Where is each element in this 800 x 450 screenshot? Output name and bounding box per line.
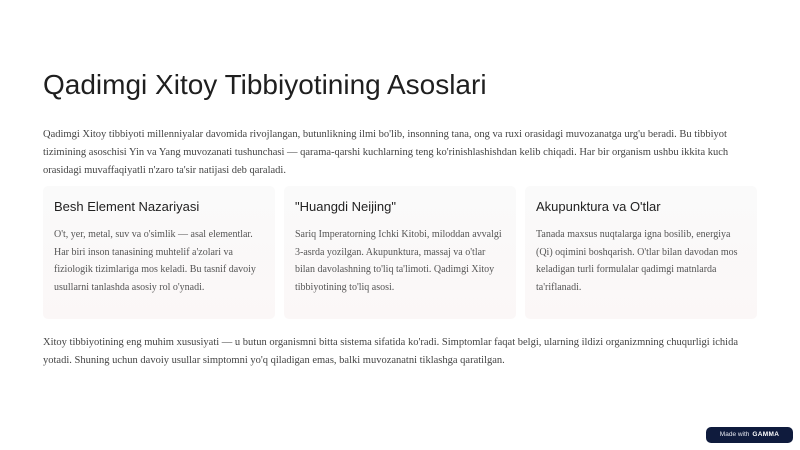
card-title: "Huangdi Neijing" [295,199,397,214]
card-text: Sariq Imperatorning Ichki Kitobi, miloddan avvalgi 3-asrda yozilgan. Akupunktura, massaj va o'tlar bilan davolashning to'liq ta'limoti. Qadimgi Xitoy tibbiyotining to'liq asosi. [295,229,502,293]
card-text: O't, yer, metal, suv va o'simlik — asal elementlar. Har biri inson tanasining muhtelif a'zolari va fiziologik tizimlariga mos keladi. Bu tasnif davoiy usullarni tanlashda asosiy rol o'ynadi. [54,229,256,293]
card-title: Besh Element Nazariyasi [54,199,200,214]
intro-paragraph: Qadimgi Xitoy tibbiyoti millenniyalar davomida rivojlangan, butunlikning ilmi bo'lib, insonning tana, ong va ruxi orasidagi muvozanatga urg'u beradi. Bu tibbiyot tizimining asoschisi Yin va Yang muvozanati tushunchasi — qarama-qarshi kuchlarning teng ko'rinishlashishdan kelib chiqadi. Har bir organism ushbu ikkita kuch orasidagi muvaffaqiyatli n'zaro ta'sir natijasi deb qaraladi. [43,129,729,176]
badge-prefix: Made with [719,431,750,438]
card-huangdi-neijing [284,186,516,319]
slide-title: Qadimgi Xitoy Tibbiyotining Asoslari [43,69,487,100]
card-text: Tanada maxsus nuqtalarga igna bosilib, energiya (Qi) oqimini boshqarish. O'tlar bilan davodan mos keladigan turli formulalar qadimgi matnlarda ta'riflanadi. [536,229,738,293]
card-row [43,186,757,319]
card-acupuncture-herbs [525,186,757,319]
card-five-elements [43,186,275,319]
made-with-gamma-badge[interactable] [706,427,793,443]
outro-paragraph: Xitoy tibbiyotining eng muhim xususiyati — u butun organismni bitta sistema sifatida ko'radi. Simptomlar faqat belgi, ularning ildizi organizmning chuqurligi ichida yotadi. Shuning uchun davoiy usullar simptomni yo'q qiladigan emas, balki muvozanatni tiklashga qaratilgan. [43,337,738,366]
badge-brand-logo: GAMMA [752,431,780,438]
card-title: Akupunktura va O'tlar [536,199,661,214]
